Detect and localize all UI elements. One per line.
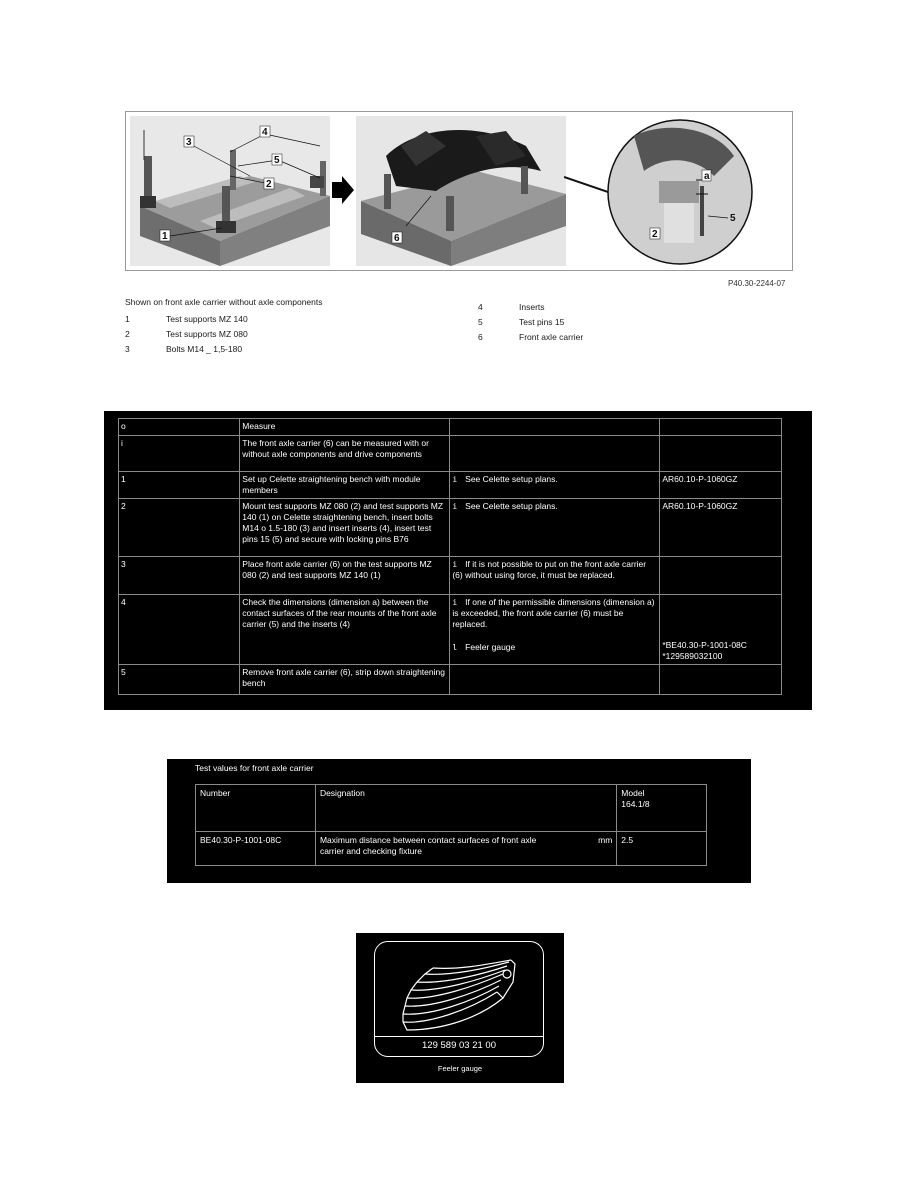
legend-number: 1 — [125, 314, 130, 324]
header-model: Model 164.1/8 — [617, 785, 707, 832]
reference-link[interactable]: AR60.10-P-1060GZ — [660, 499, 782, 557]
test-values-table — [195, 784, 707, 866]
callout-2: 2 — [266, 179, 272, 190]
table-row — [119, 499, 782, 557]
note-text: If it is not possible to put on the front axle carrier (6) without using force, it must be replaced. — [452, 559, 647, 580]
info-icon: i — [452, 598, 458, 607]
legend-number: 3 — [125, 344, 130, 354]
reference-link[interactable]: AR60.10-P-1060GZ — [660, 472, 782, 499]
legend-item — [478, 302, 583, 317]
detail-closeup-illustration — [604, 116, 790, 266]
note-cell — [450, 665, 660, 695]
measure-cell: Mount test supports MZ 080 (2) and test supports MZ 140 (1) on Celette straightening bench, insert bolts M14 o 1.5-180 (3) and insert inserts (4), insert test pins 15 (5) and secure with locking pins B76 — [240, 499, 450, 557]
note-text: If one of the permissible dimensions (dimension a) is exceeded, the front axle carrier (6) must be replaced. — [452, 597, 655, 629]
note-text: See Celette setup plans. — [465, 474, 558, 484]
unit-text: mm — [598, 835, 613, 845]
feeler-gauge-label: Feeler gauge — [437, 1064, 483, 1073]
carrier-on-bench-illustration — [356, 116, 566, 266]
callout-2-detail: 2 — [652, 229, 658, 240]
reference-cell — [660, 557, 782, 595]
legend-text: Test pins 15 — [519, 317, 565, 327]
right-arrow-icon — [332, 176, 354, 204]
table-row — [196, 832, 707, 866]
callout-6: 6 — [394, 233, 400, 244]
feeler-gauge-frame — [374, 941, 544, 1057]
legend-number: 2 — [125, 329, 130, 339]
callout-a: a — [704, 171, 710, 182]
measure-cell: The front axle carrier (6) can be measured with or without axle components and drive components — [240, 436, 450, 472]
info-icon: i — [452, 475, 458, 484]
legend-number: 5 — [478, 317, 483, 327]
header-step: o — [119, 419, 240, 436]
table-row — [119, 472, 782, 499]
step-cell: 5 — [119, 665, 240, 695]
header-designation: Designation — [315, 785, 616, 832]
step-cell: 1 — [119, 472, 240, 499]
header-reference — [660, 419, 782, 436]
header-number: Number — [196, 785, 316, 832]
step-cell: i — [119, 436, 240, 472]
callout-5: 5 — [274, 155, 280, 166]
part-number: 129 589 03 21 00 — [422, 1040, 496, 1051]
header-notes — [450, 419, 660, 436]
measure-cell: Place front axle carrier (6) on the test supports MZ 080 (2) and test supports MZ 140 (1) — [240, 557, 450, 595]
legend-text: Bolts M14 _ 1,5-180 — [166, 344, 243, 354]
feeler-gauge-icon — [399, 952, 519, 1036]
measure-table — [118, 418, 782, 695]
legend-text: Front axle carrier — [519, 332, 584, 342]
legend-item — [125, 344, 248, 359]
legend-right — [478, 302, 583, 347]
info-icon: i — [452, 560, 458, 569]
legend-number: 4 — [478, 302, 483, 312]
legend-left — [125, 314, 248, 359]
legend-text: Test supports MZ 080 — [166, 329, 248, 339]
designation-text: Maximum distance between contact surfaces of front axle carrier and checking fixture — [319, 835, 537, 856]
test-values-title: Test values for front axle carrier — [195, 763, 314, 773]
legend-item — [125, 329, 248, 344]
callout-3: 3 — [186, 137, 192, 148]
figure-code: P40.30-2244-07 — [728, 279, 786, 288]
note-cell — [450, 436, 660, 472]
tool-icon: l — [452, 643, 458, 652]
legend-item — [478, 332, 583, 347]
callout-5-detail: 5 — [730, 213, 736, 224]
value-number: BE40.30-P-1001-08C — [196, 832, 316, 866]
measure-cell: Check the dimensions (dimension a) between the contact surfaces of the rear mounts of the front axle carrier (5) and the inserts (4) — [240, 595, 450, 665]
callout-4: 4 — [262, 127, 268, 138]
value-model: 2.5 — [617, 832, 707, 866]
table-row — [119, 595, 782, 665]
note-cell — [450, 595, 660, 665]
test-values-section — [167, 759, 751, 883]
reference-cell — [660, 595, 782, 665]
step-cell: 2 — [119, 499, 240, 557]
reference-cell — [660, 665, 782, 695]
step-cell: 4 — [119, 595, 240, 665]
table-row — [119, 557, 782, 595]
measure-section — [104, 411, 812, 710]
measure-cell: Remove front axle carrier (6), strip down straightening bench — [240, 665, 450, 695]
divider — [375, 1036, 543, 1037]
tool-number-link[interactable]: *129589032100 — [662, 651, 723, 661]
note-cell — [450, 472, 660, 499]
legend-intro: Shown on front axle carrier without axle components — [125, 297, 323, 307]
info-icon: i — [452, 502, 458, 511]
legend-text: Inserts — [519, 302, 545, 312]
setup-figure — [125, 111, 793, 271]
table-row — [119, 665, 782, 695]
reference-cell — [660, 436, 782, 472]
legend-number: 6 — [478, 332, 483, 342]
step-cell: 3 — [119, 557, 240, 595]
note-cell — [450, 557, 660, 595]
callout-1: 1 — [162, 231, 168, 242]
table-header-row — [196, 785, 707, 832]
note-cell — [450, 499, 660, 557]
measure-cell: Set up Celette straightening bench with module members — [240, 472, 450, 499]
header-measure: Measure — [240, 419, 450, 436]
table-row — [119, 436, 782, 472]
reference-link[interactable]: *BE40.30-P-1001-08C — [662, 640, 747, 650]
tool-text: Feeler gauge — [465, 642, 516, 652]
legend-item — [478, 317, 583, 332]
table-header-row — [119, 419, 782, 436]
note-text: See Celette setup plans. — [465, 501, 558, 511]
feeler-gauge-section — [356, 933, 564, 1083]
value-designation — [315, 832, 616, 866]
legend-text: Test supports MZ 140 — [166, 314, 248, 324]
bench-supports-illustration — [130, 116, 330, 266]
legend-item — [125, 314, 248, 329]
